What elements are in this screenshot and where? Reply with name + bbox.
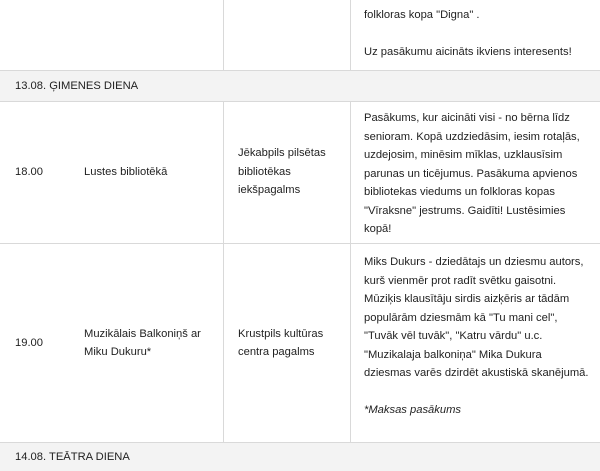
column-divider [350, 101, 351, 243]
event-name: Lustes bibliotēkā [84, 165, 168, 178]
section-title: 14.08. TEĀTRA DIENA [15, 451, 130, 463]
column-divider [350, 0, 351, 70]
time-cell [15, 244, 75, 442]
place-cell [238, 101, 344, 243]
column-divider [350, 244, 351, 442]
event-name: Muzikālais Balkoniņš ar Miku Dukuru* [84, 327, 201, 358]
event-time: 18.00 [15, 165, 43, 178]
event-description: Miks Dukurs - dziedātajs un dziesmu autors, kurš vienmēr prot radīt svētku gaisotni. Mūziķis klausītāju sirdis aizķēris ar tādām populārām dziesmām kā "Tu mani cel", "Tuvāk vēl tuvāk", "Katru vārdu" u.c. "Muzikalaja balkoniņa" Mika Dukura dziesmas varēs dzirdēt akustiskā skanējumā. [364, 256, 589, 379]
event-place: Krustpils kultūras centra pagalms [238, 327, 324, 358]
place-cell [238, 244, 344, 442]
description-note: Uz pasākumu aicināts ikviens interesents! [364, 46, 572, 58]
column-divider [223, 101, 224, 243]
time-cell [15, 101, 75, 243]
description-text: folkloras kopa "Digna" . [364, 9, 480, 21]
description-cell [364, 253, 592, 420]
description-cell [364, 6, 592, 62]
section-title: 13.08. ĢIMENES DIENA [15, 80, 139, 92]
column-divider [223, 0, 224, 70]
description-cell [364, 109, 592, 239]
event-note: *Maksas pasākums [364, 404, 461, 416]
event-description: Pasākums, kur aicināti visi - no bērna līdz senioram. Kopā uzdziedāsim, iesim rotaļās, uzdejosim, minēsim mīklas, uzklausīsim parunas un ticējumus. Pasākuma apvienos bibliotekas viedums un folkloras kopas "Vīraksne" jestrums. Gaidīti! Lustēsimies kopā! [364, 112, 580, 235]
name-cell [84, 244, 219, 442]
column-divider [223, 244, 224, 442]
section-header [0, 443, 600, 471]
name-cell [84, 101, 219, 243]
event-place: Jēkabpils pilsētas bibliotēkas iekšpagalms [238, 147, 326, 197]
event-time: 19.00 [15, 336, 43, 349]
section-header [0, 71, 600, 101]
